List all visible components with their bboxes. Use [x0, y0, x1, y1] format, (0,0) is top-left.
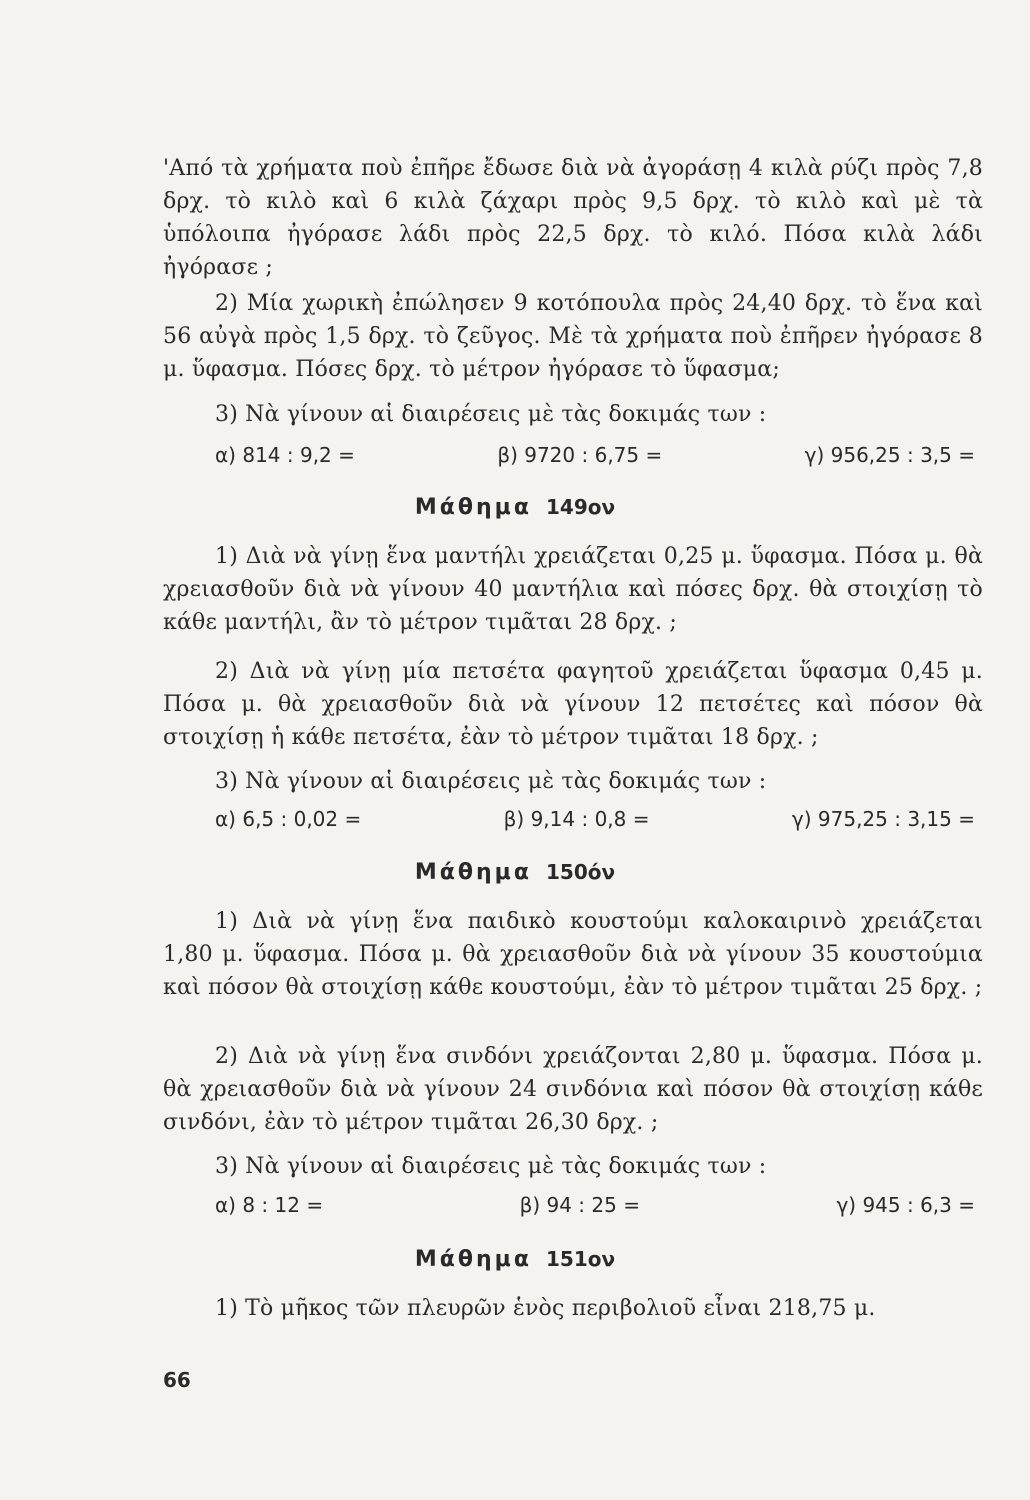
lesson-title: Μάθημα: [414, 495, 532, 520]
lesson-number: 149ον: [545, 495, 616, 519]
exercise-b: β) 9720 : 6,75 =: [497, 443, 663, 467]
lesson-150-heading: [0, 860, 1030, 885]
exercise-a: α) 814 : 9,2 =: [215, 443, 355, 467]
lesson-150-exercises: [215, 1193, 975, 1217]
lesson-150-problem-2: 2) Διὰ νὰ γίνῃ ἕνα σινδόνι χρειάζονται 2,80 μ. ὕφασμα. Πόσα μ. θὰ χρειασθοῦν διὰ νὰ γίνουν 24 σινδόνια καὶ πόσον θὰ στοιχίσῃ κάθε σινδόνι, ἐὰν τὸ μέτρον τιμᾶται 26,30 δρχ. ;: [163, 1044, 983, 1135]
lesson-151-problem-1: 1) Τὸ μῆκος τῶν πλευρῶν ἑνὸς περιβολιοῦ εἶναι 218,75 μ.: [215, 1296, 876, 1321]
intro-paragraph: 'Από τὰ χρήματα ποὺ ἐπῆρε ἔδωσε διὰ νὰ ἀγοράσῃ 4 κιλὰ ρύζι πρὸς 7,8 δρχ. τὸ κιλὸ καὶ 6 κιλὰ ζάχαρι πρὸς 9,5 δρχ. τὸ κιλὸ καὶ μὲ τὰ ὑπόλοιπα ἠγόρασε λάδι πρὸς 22,5 δρχ. τὸ κιλό. Πόσα κιλὰ λάδι ἠγόρασε ;: [163, 156, 983, 280]
exercise-a: α) 6,5 : 0,02 =: [215, 807, 362, 831]
lesson-150-problem-1: 1) Διὰ νὰ γίνῃ ἕνα παιδικὸ κουστούμι καλοκαιρινὸ χρειάζεται 1,80 μ. ὕφασμα. Πόσα μ. θὰ χρειασθοῦν διὰ νὰ γίνουν 35 κουστούμια καὶ πόσον θὰ στοιχίσῃ κάθε κουστούμι, ἐὰν τὸ μέτρον τιμᾶται 25 δρχ. ;: [163, 909, 983, 1000]
lesson-title: Μάθημα: [414, 1247, 532, 1272]
lesson-number: 151ον: [545, 1247, 616, 1271]
lesson-149-heading: [0, 495, 1030, 520]
lesson-number: 150όν: [545, 860, 616, 884]
lesson-title: Μάθημα: [414, 860, 532, 885]
lesson-149-exercises: [215, 807, 975, 831]
lesson-149-problem-2: 2) Διὰ νὰ γίνῃ μία πετσέτα φαγητοῦ χρειάζεται ὕφασμα 0,45 μ. Πόσα μ. θὰ χρειασθοῦν διὰ νὰ γίνουν 12 πετσέτες καὶ πόσον θὰ στοιχίσῃ ἡ κάθε πετσέτα, ἐὰν τὸ μέτρον τιμᾶται 18 δρχ. ;: [163, 659, 983, 750]
exercise-c: γ) 956,25 : 3,5 =: [804, 443, 975, 467]
intro-exercises: [215, 443, 975, 467]
lesson-150-problem-3: 3) Νὰ γίνουν αἱ διαιρέσεις μὲ τὰς δοκιμάς των :: [215, 1154, 767, 1179]
exercise-a: α) 8 : 12 =: [215, 1193, 324, 1217]
intro-problem-3: 3) Νὰ γίνουν αἱ διαιρέσεις μὲ τὰς δοκιμάς των :: [215, 402, 767, 427]
lesson-149-problem-1: 1) Διὰ νὰ γίνῃ ἕνα μαντήλι χρειάζεται 0,25 μ. ὕφασμα. Πόσα μ. θὰ χρειασθοῦν διὰ νὰ γίνουν 40 μαντήλια καὶ πόσες δρχ. θὰ στοιχίσῃ τὸ κάθε μαντήλι, ἂν τὸ μέτρον τιμᾶται 28 δρχ. ;: [163, 544, 983, 635]
page-number: 66: [163, 1368, 191, 1392]
exercise-c: γ) 945 : 6,3 =: [836, 1193, 975, 1217]
lesson-151-heading: [0, 1247, 1030, 1272]
exercise-b: β) 9,14 : 0,8 =: [503, 807, 650, 831]
lesson-149-problem-3: 3) Νὰ γίνουν αἱ διαιρέσεις μὲ τὰς δοκιμάς των :: [215, 769, 767, 794]
exercise-c: γ) 975,25 : 3,15 =: [791, 807, 975, 831]
intro-problem-2: 2) Μία χωρικὴ ἐπώλησεν 9 κοτόπουλα πρὸς 24,40 δρχ. τὸ ἕνα καὶ 56 αὐγὰ πρὸς 1,5 δρχ. τὸ ζεῦγος. Μὲ τὰ χρήματα ποὺ ἐπῆρεν ἠγόρασε 8 μ. ὕφασμα. Πόσες δρχ. τὸ μέτρον ἠγόρασε τὸ ὕφασμα;: [163, 291, 983, 382]
exercise-b: β) 94 : 25 =: [519, 1193, 640, 1217]
